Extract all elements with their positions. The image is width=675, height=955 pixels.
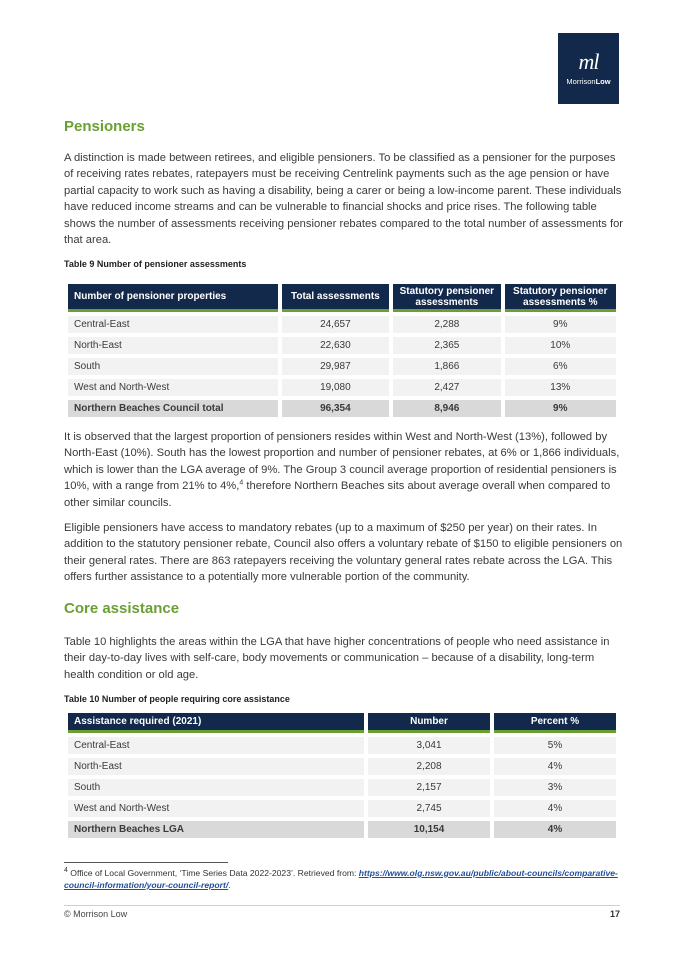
table-row xyxy=(68,800,616,817)
table-cell: 13% xyxy=(505,379,616,396)
table9-header-3: Statutory pensioner assessments xyxy=(393,284,500,312)
table-total-row xyxy=(68,821,616,838)
table-cell: North-East xyxy=(68,758,364,775)
pensioners-intro-paragraph: A distinction is made between retirees, and eligible pensioners. To be classified as a pensioner for the purposes of receiving rates rebates, ratepayers must be receiving Centrelink payments such as the age pension or have partial capacity to work such as having a disability, being a carer or being a low-income parent. These individuals have reduced income streams and can be vulnerable to financial shocks and price rises. The following table shows the number of assessments receiving pensioner rebates compared to the total number of assessments for that area. xyxy=(64,152,624,247)
core-assistance-paragraph: Table 10 highlights the areas within the LGA that have higher concentrations of people who need assistance in their day-to-day lives with self-care, body movements or communication – because of a disability, long-term health condition or old age. xyxy=(64,636,610,681)
logo-wordmark: MorrisonLow xyxy=(566,77,611,86)
table10-caption: Table 10 Number of people requiring core assistance xyxy=(64,694,290,704)
table9-caption: Table 9 Number of pensioner assessments xyxy=(64,259,247,269)
table-cell: 29,987 xyxy=(282,358,389,375)
table-cell: 10,154 xyxy=(368,821,490,838)
footnote-divider xyxy=(64,862,228,863)
table-cell: West and North-West xyxy=(68,800,364,817)
table-cell: 2,288 xyxy=(393,316,500,333)
table-cell: 6% xyxy=(505,358,616,375)
footnote-link[interactable]: https://www.olg.nsw.gov.au/public/about-councils/comparative-council-information/your-council-report/ xyxy=(64,868,618,890)
table-row xyxy=(68,358,616,375)
table-cell: 2,427 xyxy=(393,379,500,396)
table-row xyxy=(68,316,616,333)
pensioner-assessments-table xyxy=(64,280,620,421)
table-cell: West and North-West xyxy=(68,379,278,396)
page-number: 17 xyxy=(609,909,620,919)
table-cell: Northern Beaches LGA xyxy=(68,821,364,838)
table9-header-4: Statutory pensioner assessments % xyxy=(505,284,616,312)
table-cell: 22,630 xyxy=(282,337,389,354)
table-cell: 2,745 xyxy=(368,800,490,817)
core-assistance-table xyxy=(64,709,620,842)
table9-header-2: Total assessments xyxy=(282,284,389,312)
table-cell: 96,354 xyxy=(282,400,389,417)
table-cell: 2,365 xyxy=(393,337,500,354)
table-row xyxy=(68,379,616,396)
table-cell: 9% xyxy=(505,400,616,417)
table-cell: 2,157 xyxy=(368,779,490,796)
table-cell: 24,657 xyxy=(282,316,389,333)
table-cell: 1,866 xyxy=(393,358,500,375)
table-cell: South xyxy=(68,358,278,375)
table9-header-1: Number of pensioner properties xyxy=(68,284,278,312)
table-cell: 9% xyxy=(505,316,616,333)
table-cell: 2,208 xyxy=(368,758,490,775)
table-cell: 4% xyxy=(494,821,616,838)
table-cell: Central-East xyxy=(68,316,278,333)
heading-pensioners: Pensioners xyxy=(64,118,145,135)
table-row xyxy=(68,737,616,754)
table-cell: 3% xyxy=(494,779,616,796)
footer-copyright: © Morrison Low xyxy=(64,909,128,919)
heading-core-assistance: Core assistance xyxy=(64,600,180,617)
footnote-ref: 4 xyxy=(239,479,244,487)
footnote: $^4$ Office of Local Government, ‘Time Series Data 2022-2023’. Retrieved from: https://www.olg.nsw.gov.au/public/about-councils/comparative-council-information/your-council-report/. xyxy=(64,867,618,890)
table-row xyxy=(68,758,616,775)
pensioners-analysis-paragraph: It is observed that the largest proportion of pensioners resides within West and North-West (13%), followed by North-East (10%). South has the lowest proportion and number of pensioner rebates, at 6% or 1,866 individuals, which is lower than the LGA average of 9%. The Group 3 council average proportion of residential pensioners is 10%, with a range from 21% to 4%,$^4$ therefore Northern Beaches sits about average overall when compared to other similar councils. xyxy=(64,431,620,509)
table-cell: Northern Beaches Council total xyxy=(68,400,278,417)
table-cell: 8,946 xyxy=(393,400,500,417)
table-row xyxy=(68,337,616,354)
table10-header-3: Percent % xyxy=(494,713,616,733)
table-total-row xyxy=(68,400,616,417)
morrison-low-logo xyxy=(558,33,619,104)
table10-header-1: Assistance required (2021) xyxy=(68,713,364,733)
table-cell: Central-East xyxy=(68,737,364,754)
table-cell: South xyxy=(68,779,364,796)
logo-mark: ml xyxy=(578,49,599,74)
table-cell: 3,041 xyxy=(368,737,490,754)
rebates-paragraph: Eligible pensioners have access to mandatory rebates (up to a maximum of $250 per year) on their rates. In addition to the statutory pensioner rebate, Council also offers a voluntary rebate of $150 to eligible pensioners on their general rates. There are 863 ratepayers receiving the voluntary general rates rebate across the LGA. This offers further assistance to a potentially more vulnerable portion of the community. xyxy=(64,522,623,584)
table-cell: 19,080 xyxy=(282,379,389,396)
table-cell: North-East xyxy=(68,337,278,354)
table-cell: 4% xyxy=(494,800,616,817)
footnote-number: 4 xyxy=(64,867,68,875)
table10-header-2: Number xyxy=(368,713,490,733)
table-cell: 4% xyxy=(494,758,616,775)
table-row xyxy=(68,779,616,796)
table-cell: 10% xyxy=(505,337,616,354)
footer-divider xyxy=(64,905,620,906)
table-cell: 5% xyxy=(494,737,616,754)
